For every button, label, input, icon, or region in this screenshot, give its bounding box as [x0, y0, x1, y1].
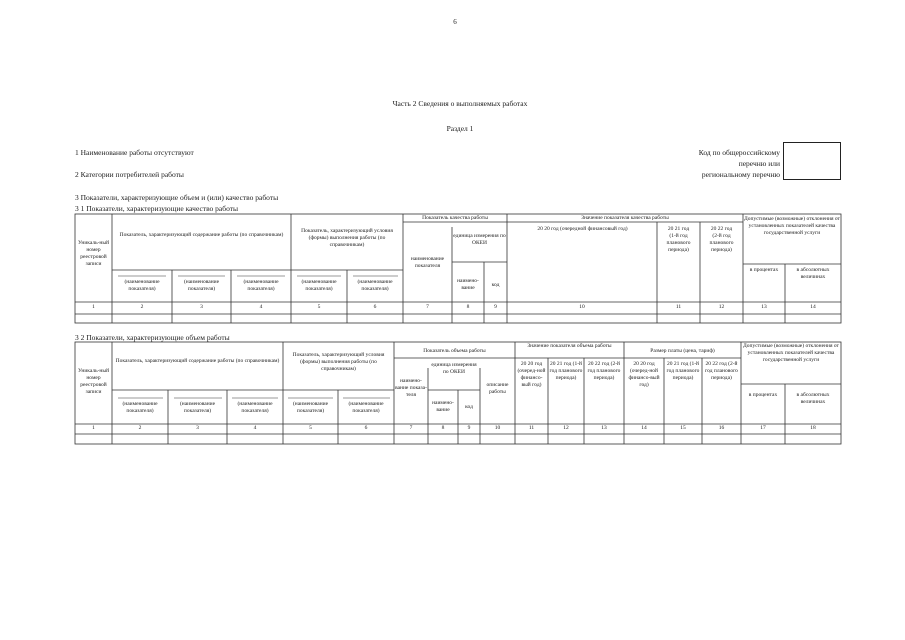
- part-title: Часть 2 Сведения о выполняемых работах: [392, 99, 528, 108]
- indicators-line: 3 Показатели, характеризующие объем и (или) качество работы: [75, 193, 279, 202]
- t1-year1-header: 20 20 год (очередной финансовый год): [537, 226, 628, 232]
- t2-col-num: 10: [494, 425, 501, 431]
- t1-sub-indicator-5: (наименование показателя): [357, 279, 393, 292]
- t1-absolute-header: в абсолютных величинах: [796, 267, 830, 280]
- table2-title: 3 2 Показатели, характеризующие объем работы: [75, 333, 230, 342]
- t2-content-header: Показатель, характеризующий содержание работы (по справочникам): [115, 358, 280, 364]
- consumer-category-line: 2 Категории потребителей работы: [75, 170, 184, 179]
- t1-col-num: 4: [259, 304, 263, 310]
- t1-sub-indicator-4: (наименование показателя): [301, 279, 337, 292]
- table1-title: 3 1 Показатели, характеризующие качество работы: [75, 204, 239, 213]
- t2-col-num: 2: [138, 425, 142, 431]
- t2-sub-indicator-1: (наименование показателя): [122, 401, 158, 414]
- section-title: Раздел 1: [446, 124, 474, 133]
- t1-sub-indicator-3: (наименование показателя): [243, 279, 279, 292]
- t2-col-num: 14: [641, 425, 647, 431]
- t1-col-num: 14: [810, 304, 816, 310]
- t1-content-header: Показатель, характеризующий содержание работы (по справочникам): [119, 232, 284, 238]
- t2-col-num: 18: [810, 425, 816, 431]
- t2-fee-year2: 20 21 год (1-й год планового периода): [666, 361, 700, 381]
- t1-quality-header: Показатель качества работы: [422, 215, 488, 221]
- t1-col-num: 9: [494, 304, 497, 310]
- t1-year3-a: 20 22 год: [710, 226, 733, 232]
- t1-year2-header: [658, 226, 699, 254]
- t2-unit-name-header: наимено-вание: [432, 400, 454, 413]
- t2-percent-header: в процентах: [748, 392, 778, 398]
- t1-indicator-name-header: наименование показателя: [410, 256, 445, 269]
- t1-col-num: 6: [373, 304, 377, 310]
- t2-value-header: Значение показателя объема работы: [527, 343, 612, 349]
- code-line-3: региональному перечню: [701, 170, 780, 179]
- t2-volume-year2: 20 21 год (1-й год планового периода): [549, 361, 583, 381]
- t1-col-num: 1: [92, 304, 95, 310]
- code-line-2: перечню или: [738, 159, 780, 168]
- t2-col-num: 8: [441, 425, 445, 431]
- t2-col-num: 5: [309, 425, 312, 431]
- t1-conditions-header: Показатель, характеризующий условия (формы) выполнения работы (по справочникам): [301, 228, 393, 248]
- t2-col-num: 9: [467, 425, 471, 431]
- t1-col-num: 10: [579, 304, 585, 310]
- t2-sub-indicator-3: (наименование показателя): [237, 401, 273, 414]
- t2-col-num: 1: [92, 425, 95, 431]
- t2-okei-unit-header: единица измерения по ОКЕИ: [431, 362, 477, 375]
- t1-unit-name-header: наимено-вание: [457, 278, 479, 291]
- t1-percent-header: в процентах: [749, 267, 779, 273]
- t2-sub-indicator-2: (наименование показателя): [179, 401, 216, 414]
- t2-unit-code-header: код: [465, 404, 473, 410]
- t1-year3-b: (2-й год планового периода): [709, 233, 734, 253]
- t2-volume-year1: 20 20 год (очеред-ной финансо-вый год): [517, 361, 546, 388]
- t1-sub-indicator-1: (наименование показателя): [124, 279, 160, 292]
- t1-col-num: 12: [718, 304, 725, 310]
- t2-sub-indicator-4: (наименование показателя): [292, 401, 329, 414]
- t1-unit-code-header: код: [491, 282, 500, 288]
- t2-col-num: 3: [196, 425, 199, 431]
- t2-volume-header: Показатель объема работы: [423, 348, 486, 354]
- t2-deviation-header: Допустимые (возможные) отклонения от установленных показателей качества государственной услуги: [743, 343, 839, 363]
- t2-fee-year3: 20 22 год (2-й год планового периода): [705, 361, 738, 381]
- t2-absolute-header: в абсолютных величинах: [796, 392, 830, 405]
- t2-conditions-header: Показатель, характеризующий условия (формы) выполнения работы (по справочникам): [292, 352, 385, 372]
- t1-okei-unit-header: единица измерения по ОКЕИ: [453, 233, 506, 246]
- t2-col-num: 12: [563, 425, 569, 431]
- t2-col-num: 7: [409, 425, 413, 431]
- t2-unique-number-header: Уникаль-ный номер реестровой записи: [77, 368, 110, 395]
- t2-col-num: 15: [680, 425, 686, 431]
- work-name-line: 1 Наименование работы отсутствуют: [75, 148, 194, 157]
- t2-col-num: 13: [601, 425, 607, 431]
- t1-col-num: 3: [200, 304, 203, 310]
- t2-sub-indicator-5: (наименование показателя): [348, 401, 384, 414]
- t1-col-num: 8: [466, 304, 470, 310]
- t1-col-num: 2: [140, 304, 144, 310]
- page-number: 6: [453, 18, 457, 26]
- t2-fee-header: Размер платы (цена, тариф): [650, 348, 715, 354]
- code-line-1: Код по общероссийскому: [698, 148, 780, 157]
- t2-description-header: описание работы: [486, 382, 509, 395]
- t1-col-num: 13: [761, 304, 767, 310]
- t2-col-num: 11: [528, 425, 535, 431]
- t1-col-num: 5: [317, 304, 321, 310]
- t1-year3-header: [701, 226, 742, 254]
- t2-indicator-name-header: наимено-вание показа-теля: [395, 378, 427, 398]
- t2-col-num: 16: [718, 425, 725, 431]
- t2-fee-year1: 20 20 год (очеред-ной финансо-вый год): [628, 361, 660, 388]
- t2-volume-year3: 20 22 год (2-й год планового периода): [587, 361, 621, 381]
- t1-deviation-header: Допустимые (возможные) отклонения от установленных показателей качества государственной услуги: [744, 216, 840, 236]
- t1-unique-number-header: Уникаль-ный номер реестровой записи: [77, 240, 110, 267]
- t1-col-num: 7: [426, 304, 429, 310]
- t1-year2-a: 20 21 год: [667, 226, 690, 232]
- t1-col-num: 11: [675, 304, 682, 310]
- t1-value-header: Значение показателя качества работы: [581, 215, 669, 221]
- t2-col-num: 6: [364, 425, 368, 431]
- t1-year2-b: (1-й год планового периода): [666, 233, 691, 253]
- t2-col-num: 17: [760, 425, 766, 431]
- t1-sub-indicator-2: (наименование показателя): [183, 279, 220, 292]
- t2-col-num: 4: [253, 425, 257, 431]
